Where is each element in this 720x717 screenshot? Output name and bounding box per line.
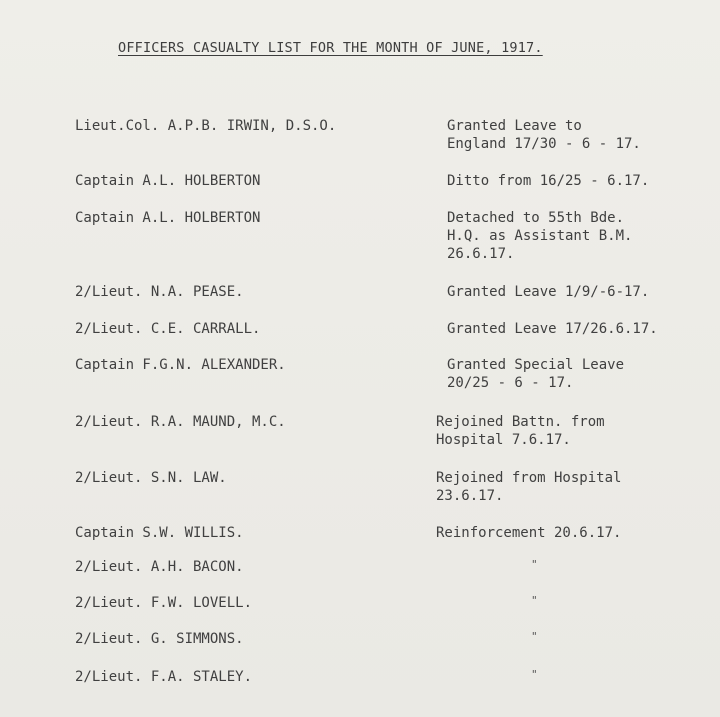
officer-status: Ditto from 16/25 - 6.17. [447,173,650,189]
page-title: OFFICERS CASUALTY LIST FOR THE MONTH OF JUNE, 1917. [118,40,543,56]
officer-name: 2/Lieut. R.A. MAUND, M.C. [75,414,286,430]
officer-name: Captain F.G.N. ALEXANDER. [75,357,286,373]
officer-name: Captain A.L. HOLBERTON [75,173,261,189]
officer-status: Detached to 55th Bde. H.Q. as Assistant B.M. 26.6.17. [447,210,633,262]
officer-name: 2/Lieut. F.W. LOVELL. [75,595,253,611]
officer-name: Captain A.L. HOLBERTON [75,210,261,226]
officer-status: Granted Leave to England 17/30 - 6 - 17. [447,118,641,152]
officer-name: 2/Lieut. A.H. BACON. [75,559,244,575]
officer-name: 2/Lieut. N.A. PEASE. [75,284,244,300]
ditto-mark: " [531,630,538,643]
officer-name: 2/Lieut. C.E. CARRALL. [75,321,261,337]
officer-name: 2/Lieut. S.N. LAW. [75,470,227,486]
officer-status: Reinforcement 20.6.17. [436,525,622,541]
officer-status: Rejoined Battn. from Hospital 7.6.17. [436,414,605,448]
officer-name: Lieut.Col. A.P.B. IRWIN, D.S.O. [75,118,337,134]
officer-status: Granted Special Leave 20/25 - 6 - 17. [447,357,625,391]
officer-name: Captain S.W. WILLIS. [75,525,244,541]
ditto-mark: " [531,558,538,571]
officer-status: Rejoined from Hospital 23.6.17. [436,470,622,504]
officer-name: 2/Lieut. F.A. STALEY. [75,669,253,685]
ditto-mark: " [531,594,538,607]
ditto-mark: " [531,668,538,681]
officer-status: Granted Leave 1/9/-6-17. [447,284,650,300]
officer-status: Granted Leave 17/26.6.17. [447,321,658,337]
officer-name: 2/Lieut. G. SIMMONS. [75,631,244,647]
